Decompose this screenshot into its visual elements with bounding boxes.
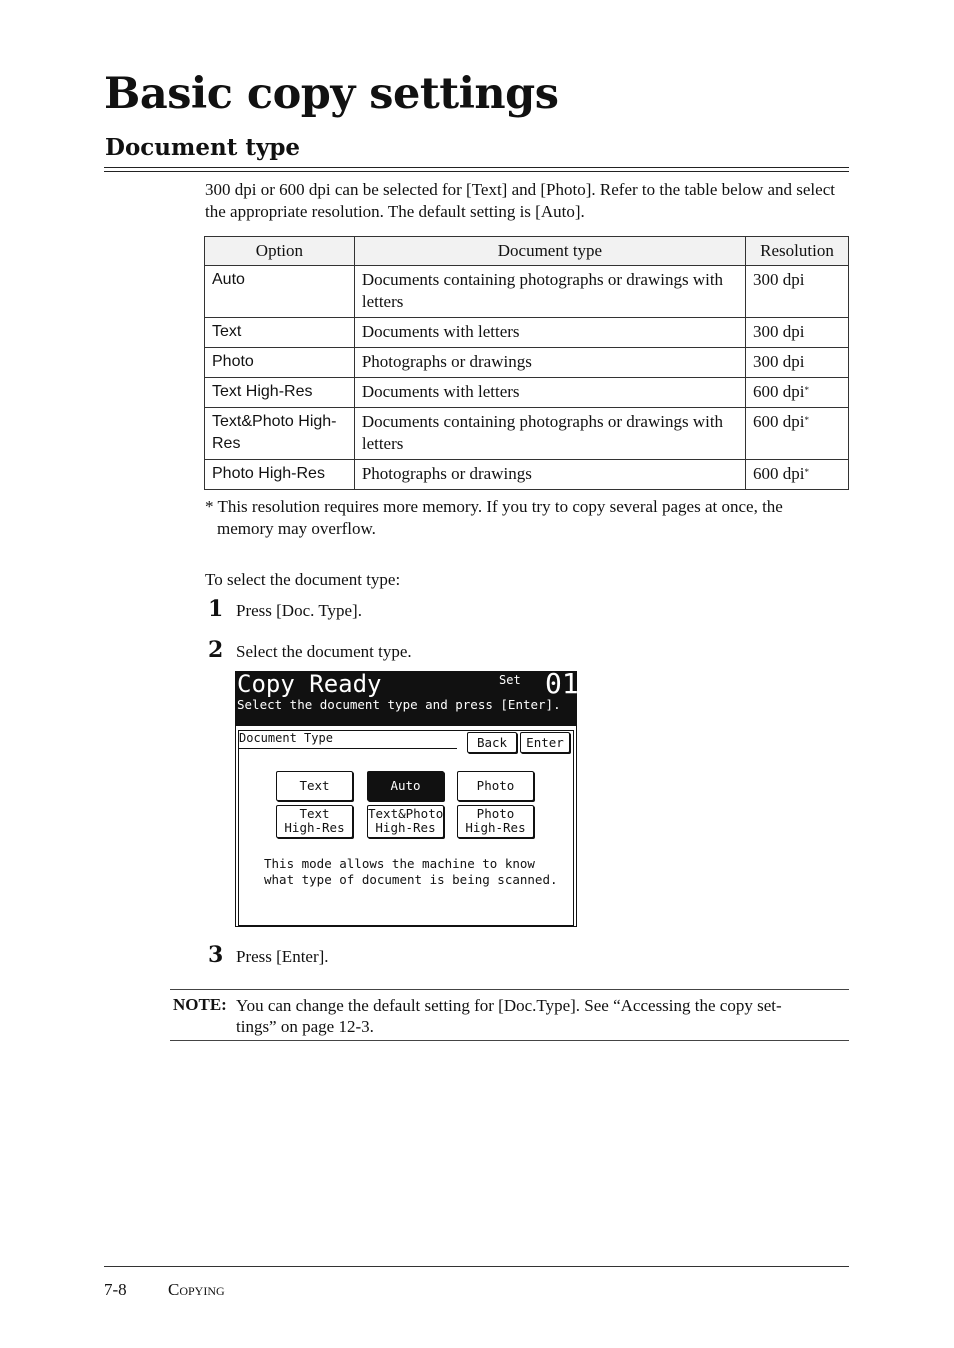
photo-high-res-button[interactable]: Photo High-Res [457,805,534,838]
footnote-mark: * [804,415,810,425]
procedure-lead: To select the document type: [205,570,401,589]
text-high-res-button[interactable]: Text High-Res [276,805,353,838]
table-row [205,408,849,460]
table-row [205,348,849,378]
option-cell: Photo [205,348,355,378]
section-title: Document type [105,134,301,161]
option-cell: Text [205,318,355,348]
back-button[interactable]: Back [467,732,517,753]
step-number: 3 [208,942,224,968]
footer-rule [104,1266,849,1267]
table-row [205,318,849,348]
auto-option-button[interactable]: Auto [367,771,444,801]
step-number: 2 [208,637,224,663]
document-type-cell: Photographs or drawings [354,348,745,378]
page-title: Basic copy settings [104,69,559,119]
intro-paragraph: 300 dpi or 600 dpi can be selected for [Text] and [Photo]. Refer to the table below and select the appropriate resolution. The default setting is [Auto]. [205,180,835,221]
footer-section-name: Copying [168,1280,225,1299]
photo-option-button[interactable]: Photo [457,771,534,801]
step-text: Press [Enter]. [236,947,329,966]
table-header-row [205,237,849,266]
column-header-document-type: Document type [354,237,745,266]
note-text: You can change the default setting for [Doc.Type]. See “Accessing the copy set- tings” on page 12-3. [236,996,782,1036]
option-cell: Photo High-Res [205,460,355,490]
note-label: NOTE: [173,995,227,1014]
lcd-document-type-field: Document Type [239,731,457,749]
footnote-mark: * [804,385,810,395]
lcd-help-message: This mode allows the machine to know what type of document is being scanned. [264,856,558,887]
lcd-status-bar [236,667,579,726]
resolution-cell: 600 dpi* [746,408,849,460]
column-header-option: Option [205,237,355,266]
resolution-cell: 600 dpi* [746,378,849,408]
lcd-panel-screenshot [235,667,579,927]
table-row [205,266,849,318]
resolution-cell: 300 dpi [746,266,849,318]
page-number: 7-8 [104,1280,127,1299]
resolution-cell: 300 dpi [746,348,849,378]
step-text: Select the document type. [236,642,412,661]
option-cell: Auto [205,266,355,318]
footnote-mark: * [804,467,810,477]
column-header-resolution: Resolution [746,237,849,266]
text-photo-high-res-button[interactable]: Text&Photo High-Res [367,805,444,838]
step-text: Press [Doc. Type]. [236,601,362,620]
text-option-button[interactable]: Text [276,771,353,801]
table-row [205,378,849,408]
option-cell: Text&Photo High-Res [205,408,355,460]
lcd-copy-count: 01 [545,667,579,700]
enter-button[interactable]: Enter [520,732,570,753]
document-type-cell: Documents containing photographs or drawings with letters [354,408,745,460]
lcd-title: Copy Ready [237,670,382,698]
resolution-cell: 300 dpi [746,318,849,348]
option-cell: Text High-Res [205,378,355,408]
resolution-cell: 600 dpi* [746,460,849,490]
document-type-cell: Photographs or drawings [354,460,745,490]
note-box [170,989,849,1041]
document-type-cell: Documents with letters [354,378,745,408]
section-rule-top [104,167,849,168]
lcd-instruction: Select the document type and press [Enter]. [237,697,561,712]
table-footnote: * This resolution requires more memory. If you try to copy several pages at once, the memory may overflow. [205,497,783,538]
section-rule-bottom [104,171,849,172]
lcd-set-label: Set [499,673,521,687]
step-number: 1 [208,596,224,622]
table-row [205,460,849,490]
document-type-cell: Documents containing photographs or drawings with letters [354,266,745,318]
document-type-cell: Documents with letters [354,318,745,348]
document-type-table [204,236,849,490]
